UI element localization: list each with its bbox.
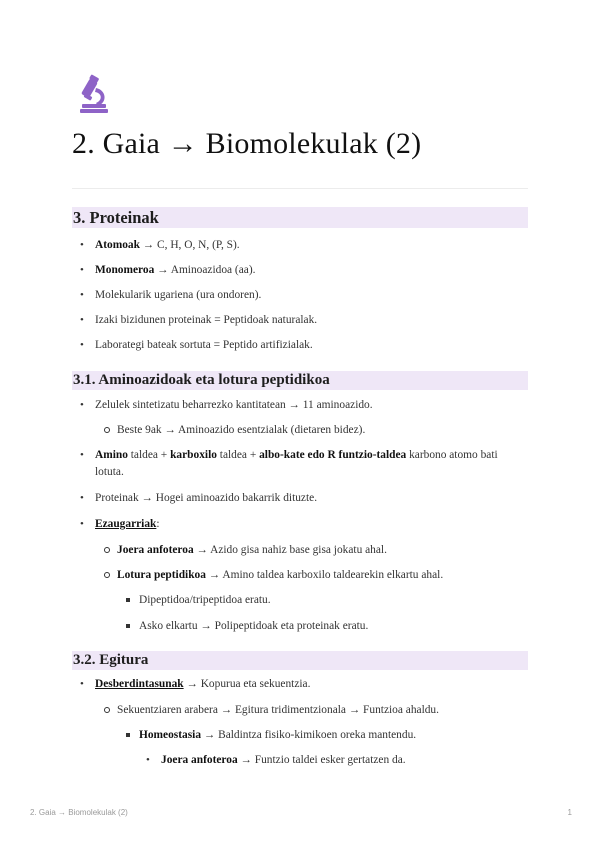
list-item-bold: Joera anfoteroa [161, 754, 238, 766]
list-item-bold: karboxilo [170, 449, 217, 461]
list-item-text: → C, H, O, N, (P, S). [139, 239, 240, 251]
list-item-text: Zelulek sintetizatu beharrezko kantitatean → 11 aminoazido. [95, 399, 373, 411]
list-item [117, 567, 443, 584]
list-item [95, 262, 255, 279]
list-item-text: → Azido gisa nahiz base gisa jokatu ahal. [193, 544, 387, 556]
list-item-text: → Funtzio taldei esker gertatzen da. [237, 754, 406, 766]
list-item [117, 542, 387, 559]
list-item-bold: Monomeroa [95, 264, 155, 276]
list-item [95, 676, 310, 693]
list-item-text: Proteinak → Hogei aminoazido bakarrik dituzte. [95, 492, 318, 504]
list-item [161, 752, 406, 769]
list-item [95, 287, 261, 304]
list-item-text: taldea + [216, 449, 260, 461]
page-number: 1 [567, 808, 572, 817]
title-divider [72, 188, 528, 189]
list-item-text: Beste 9ak → Aminoazido esentzialak (dietaren bidez). [117, 424, 366, 436]
list-item-text: → Aminoazidoa (aa). [154, 264, 256, 276]
list-item-text: Laborategi bateak sortuta = Peptido artifizialak. [95, 339, 313, 351]
section-heading-aminoazidoak: 3.1. Aminoazidoak eta lotura peptidikoa [72, 371, 528, 390]
section-heading-proteinak: 3. Proteinak [72, 207, 528, 228]
list-item [139, 592, 271, 609]
list-item [95, 516, 160, 533]
list-item-bold: Homeostasia [139, 729, 202, 741]
list-item [117, 702, 439, 719]
list-item [139, 618, 368, 635]
list-item [139, 727, 416, 744]
list-item-bold: Joera anfoteroa [117, 544, 194, 556]
list-item-text: Molekularik ugariena (ura ondoren). [95, 289, 262, 301]
list-item-text: : [156, 518, 160, 530]
list-item [117, 422, 365, 439]
list-item-bold: Atomoak [95, 239, 140, 251]
list-item-text: lotuta. [95, 466, 124, 478]
list-item-bold: Desberdintasunak [95, 678, 184, 690]
section-heading-egitura: 3.2. Egitura [72, 651, 528, 670]
list-item-text: → Baldintza fisiko-kimikoen oreka mantendu. [201, 729, 417, 741]
list-item-bold: Amino [95, 449, 128, 461]
list-item [95, 397, 373, 414]
page-title: 2. Gaia → Biomolekulak (2) [72, 127, 422, 160]
list-item-text: Sekuentziaren arabera → Egitura tridimentzionala → Funtzioa ahaldu. [117, 704, 439, 716]
list-item-text: → Kopurua eta sekuentzia. [183, 678, 311, 690]
list-item [95, 490, 317, 507]
list-item [95, 312, 317, 329]
microscope-icon [76, 74, 112, 114]
list-item [95, 337, 313, 354]
list-item-bold: Ezaugarriak [95, 518, 157, 530]
list-item [95, 447, 527, 481]
list-item-text: Asko elkartu → Polipeptidoak eta proteinak eratu. [139, 620, 369, 632]
list-item-text: Dipeptidoa/tripeptidoa eratu. [139, 594, 271, 606]
list-item-bold: albo-kate edo R funtzio-taldea [259, 449, 407, 461]
list-item-text: taldea + [127, 449, 171, 461]
list-item-text: → Amino taldea karboxilo taldearekin elkartu ahal. [205, 569, 444, 581]
list-item-text: karbono atomo bati [406, 449, 498, 461]
list-item [95, 237, 240, 254]
list-item-bold: Lotura peptidikoa [117, 569, 206, 581]
list-item-text: Izaki bizidunen proteinak = Peptidoak naturalak. [95, 314, 318, 326]
footer-title: 2. Gaia → Biomolekulak (2) [30, 808, 128, 817]
